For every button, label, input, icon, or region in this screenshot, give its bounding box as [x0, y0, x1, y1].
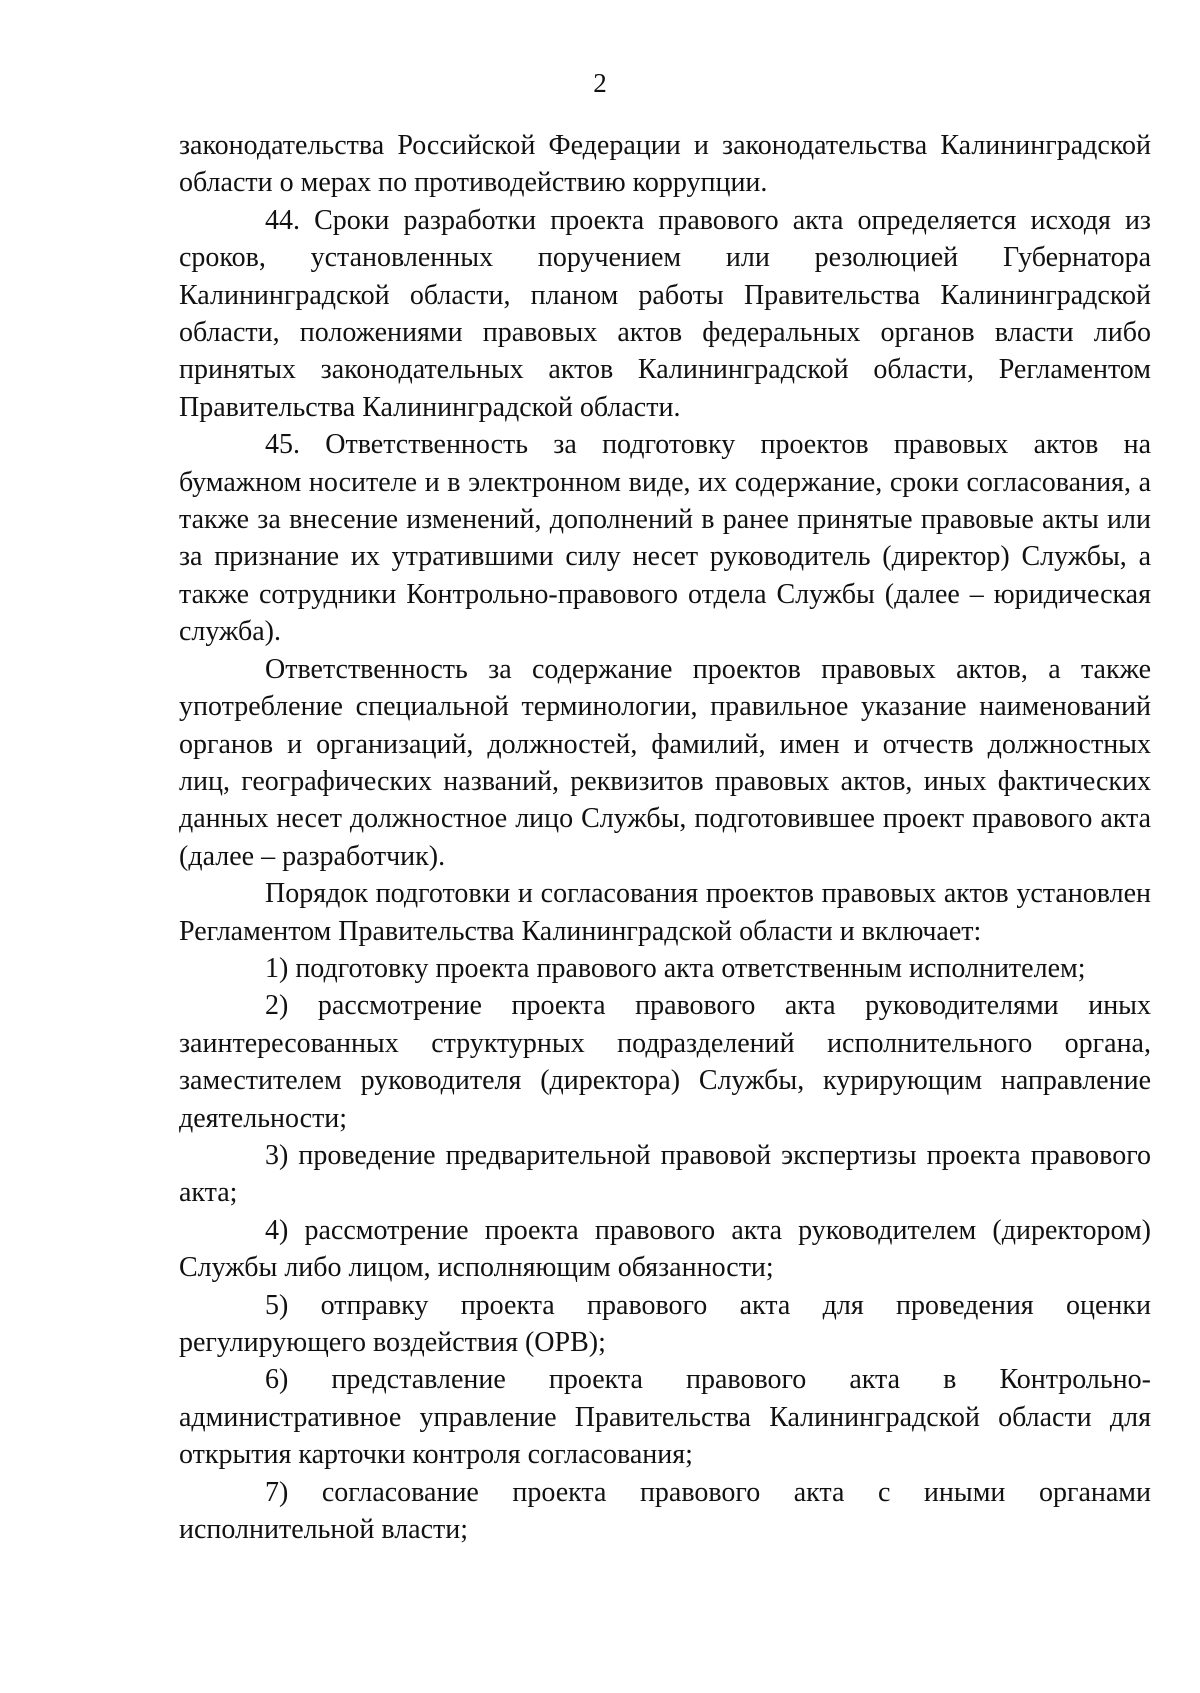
list-item-1: 1) подготовку проекта правового акта ответственным исполнителем; [265, 952, 1086, 984]
paragraph-item-44: 44. Сроки разработки проекта правового акта определяется исходя из сроков, установленных поручением или резолюцией Губернатора Калининградской области, планом работы Правительства Калининградской области, положениями правовых актов федеральных органов власти либо принятых законодательных актов Калининградской области, Регламентом Правительства Калининградской области. [179, 204, 1151, 423]
document-body [179, 127, 1151, 1548]
list-item-7: 7) согласование проекта правового акта с иными органами исполнительной власти; [179, 1476, 1151, 1546]
paragraph-responsibility: Ответственность за содержание проектов правовых актов, а также употребление специальной терминологии, правильное указание наименований органов и организаций, должностей, фамилий, имен и отчеств должностных лиц, географических названий, реквизитов правовых актов, иных фактических данных несет должностное лицо Службы, подготовившее проект правового акта (далее – разработчик). [179, 653, 1151, 872]
paragraph-continuation: законодательства Российской Федерации и законодательства Калининградской области о мерах по противодействию коррупции. [179, 130, 1151, 199]
list-item-4: 4) рассмотрение проекта правового акта руководителем (директором) Службы либо лицом, исполняющим обязанности; [179, 1214, 1151, 1284]
list-item-6: 6) представление проекта правового акта в Контрольно-административное управление Правительства Калининградской области для открытия карточки контроля согласования; [179, 1364, 1151, 1471]
list-item-5: 5) отправку проекта правового акта для проведения оценки регулирующего воздействия (ОРВ); [179, 1289, 1151, 1358]
paragraph-procedure: Порядок подготовки и согласования проектов правовых актов установлен Регламентом Правительства Калининградской области и включает: [179, 878, 1151, 947]
list-item-2: 2) рассмотрение проекта правового акта руководителями иных заинтересованных структурных подразделений исполнительного органа, заместителем руководителя (директора) Службы, курирующим направление деятельности; [179, 990, 1151, 1134]
list-item-3: 3) проведение предварительной правовой экспертизы проекта правового акта; [179, 1139, 1151, 1209]
paragraph-item-45: 45. Ответственность за подготовку проектов правовых актов на бумажном носителе и в электронном виде, их содержание, сроки согласования, а также за внесение изменений, дополнений в ранее принятые правовые акты или за признание их утратившими силу несет руководитель (директор) Службы, а также сотрудники Контрольно-правового отдела Службы (далее – юридическая служба). [179, 429, 1151, 648]
page-number: 2 [593, 68, 607, 98]
